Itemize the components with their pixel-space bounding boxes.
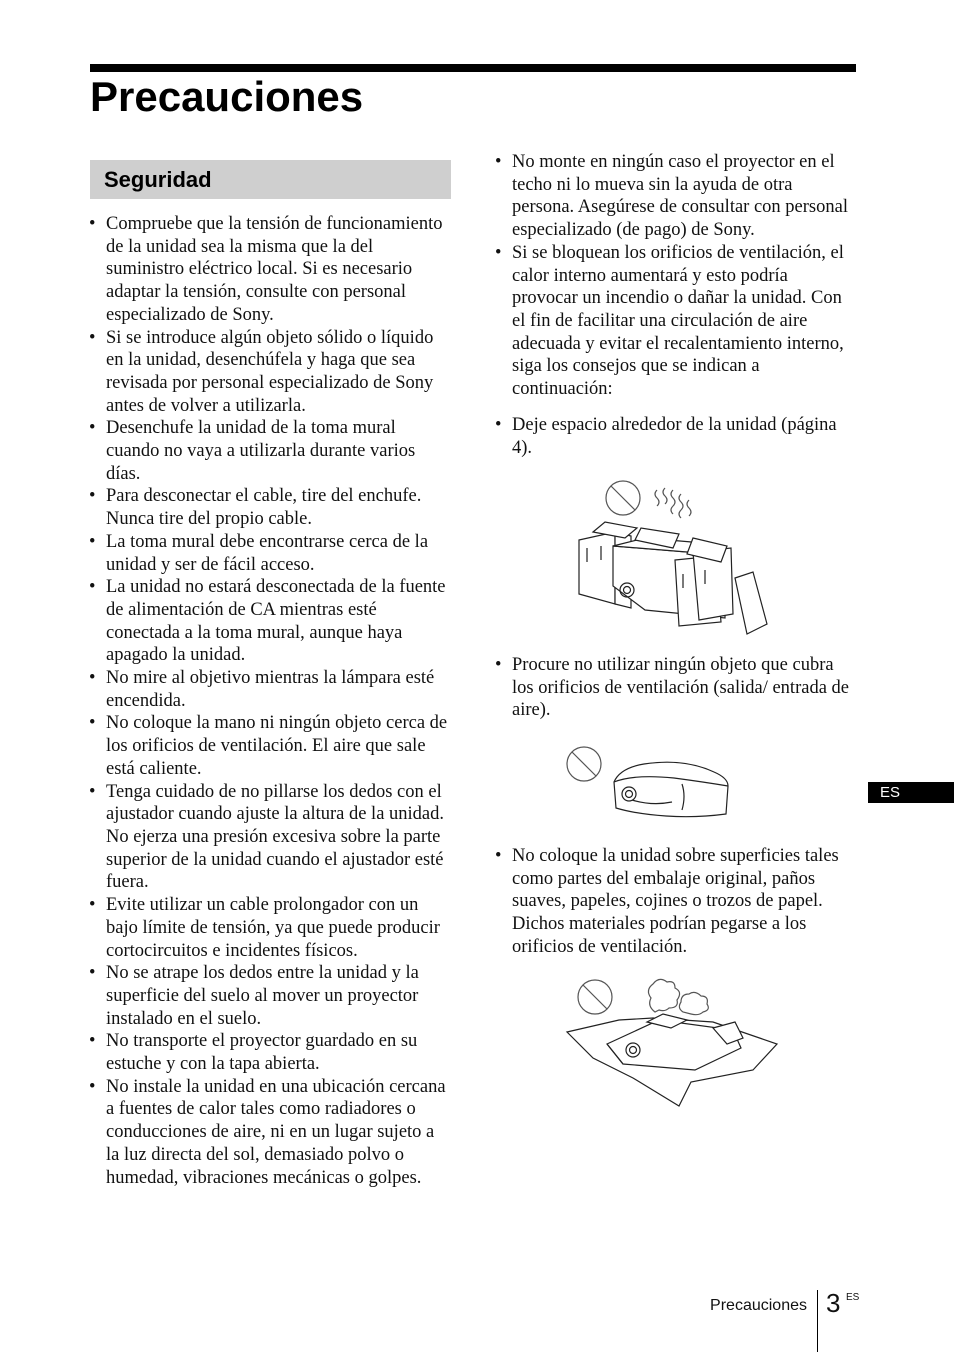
list-item: • Tenga cuidado de no pillarse los dedos con el ajustador cuando ajuste la altura de la unidad. No ejerza una presión excesiva sobre la parte superior de la unidad cuando el ajustador esté fuera. <box>89 781 451 895</box>
list-item: • Compruebe que la tensión de funcionamiento de la unidad sea la misma que la del suministro eléctrico local. Si es necesario adaptar la tensión, consulte con personal especializado de Sony. <box>89 213 451 327</box>
list-item: • Si se introduce algún objeto sólido o líquido en la unidad, desenchúfela y haga que sea revisada por personal especializado de Sony antes de volver a utilizarla. <box>89 327 451 418</box>
list-item: • Si se bloquean los orificios de ventilación, el calor interno aumentará y esto podría provocar un incendio o dañar la unidad. Con el fin de facilitar una circulación de aire adecuada y evitar el recalentamiento interno, siga los consejos que se indican a continuación: <box>495 242 857 401</box>
list-item: • No instale la unidad en una ubicación cercana a fuentes de calor tales como radiadores o conducciones de aire, ni en un lugar sujeto a la luz directa del sol, demasiado polvo o humedad, vibraciones mecánicas o golpes. <box>89 1076 451 1190</box>
footer-section-label: Precauciones <box>710 1297 807 1314</box>
projector-covered-illustration <box>562 740 737 820</box>
page-number: 3 <box>826 1288 841 1318</box>
list-item: • No coloque la unidad sobre superficies tales como partes del embalaje original, paños suaves, papeles, cojines o trozos de papel. Dichos materiales podrían pegarse a los orificios de ventilación. <box>495 845 857 959</box>
list-item: • Evite utilizar un cable prolongador con un bajo límite de tensión, ya que puede producir cortocircuitos e incidentes físicos. <box>89 894 451 962</box>
right-bullet-list-4 <box>495 845 857 959</box>
projector-on-packaging-illustration <box>563 972 785 1112</box>
list-item: • Desenchufe la unidad de la toma mural cuando no vaya a utilizarla durante varios días. <box>89 417 451 485</box>
footer-divider <box>817 1290 818 1352</box>
left-bullet-list <box>89 213 451 1189</box>
page-title: Precauciones <box>90 73 364 120</box>
list-item: • La toma mural debe encontrarse cerca de la unidad y ser de fácil acceso. <box>89 531 451 576</box>
title-rule <box>90 64 856 72</box>
list-item: • Para desconectar el cable, tire del enchufe. Nunca tire del propio cable. <box>89 485 451 530</box>
language-tab: ES <box>868 782 954 803</box>
list-item: • Deje espacio alrededor de la unidad (página 4). <box>495 414 857 459</box>
list-item: • No mire al objetivo mientras la lámpara esté encendida. <box>89 667 451 712</box>
page-number-suffix: ES <box>846 1292 860 1303</box>
list-item: • No monte en ningún caso el proyector en el techo ni lo mueva sin la ayuda de otra persona. Asegúrese de consultar con personal especializado (de pago) de Sony. <box>495 151 857 242</box>
list-item: • Procure no utilizar ningún objeto que cubra los orificios de ventilación (salida/ entrada de aire). <box>495 654 857 722</box>
section-heading: Seguridad <box>104 167 212 192</box>
right-bullet-list-1 <box>495 151 857 401</box>
list-item: • No transporte el proyector guardado en su estuche y con la tapa abierta. <box>89 1030 451 1075</box>
projector-enclosed-illustration <box>575 476 775 646</box>
list-item: • No coloque la mano ni ningún objeto cerca de los orificios de ventilación. El aire que sale está caliente. <box>89 712 451 780</box>
right-bullet-list-3 <box>495 654 857 722</box>
list-item: • La unidad no estará desconectada de la fuente de alimentación de CA mientras esté conectada a la toma mural, aunque haya apagado la unidad. <box>89 576 451 667</box>
list-item: • No se atrape los dedos entre la unidad y la superficie del suelo al mover un proyector instalado en el suelo. <box>89 962 451 1030</box>
section-header-bar <box>90 160 451 199</box>
right-bullet-list-2 <box>495 414 857 459</box>
